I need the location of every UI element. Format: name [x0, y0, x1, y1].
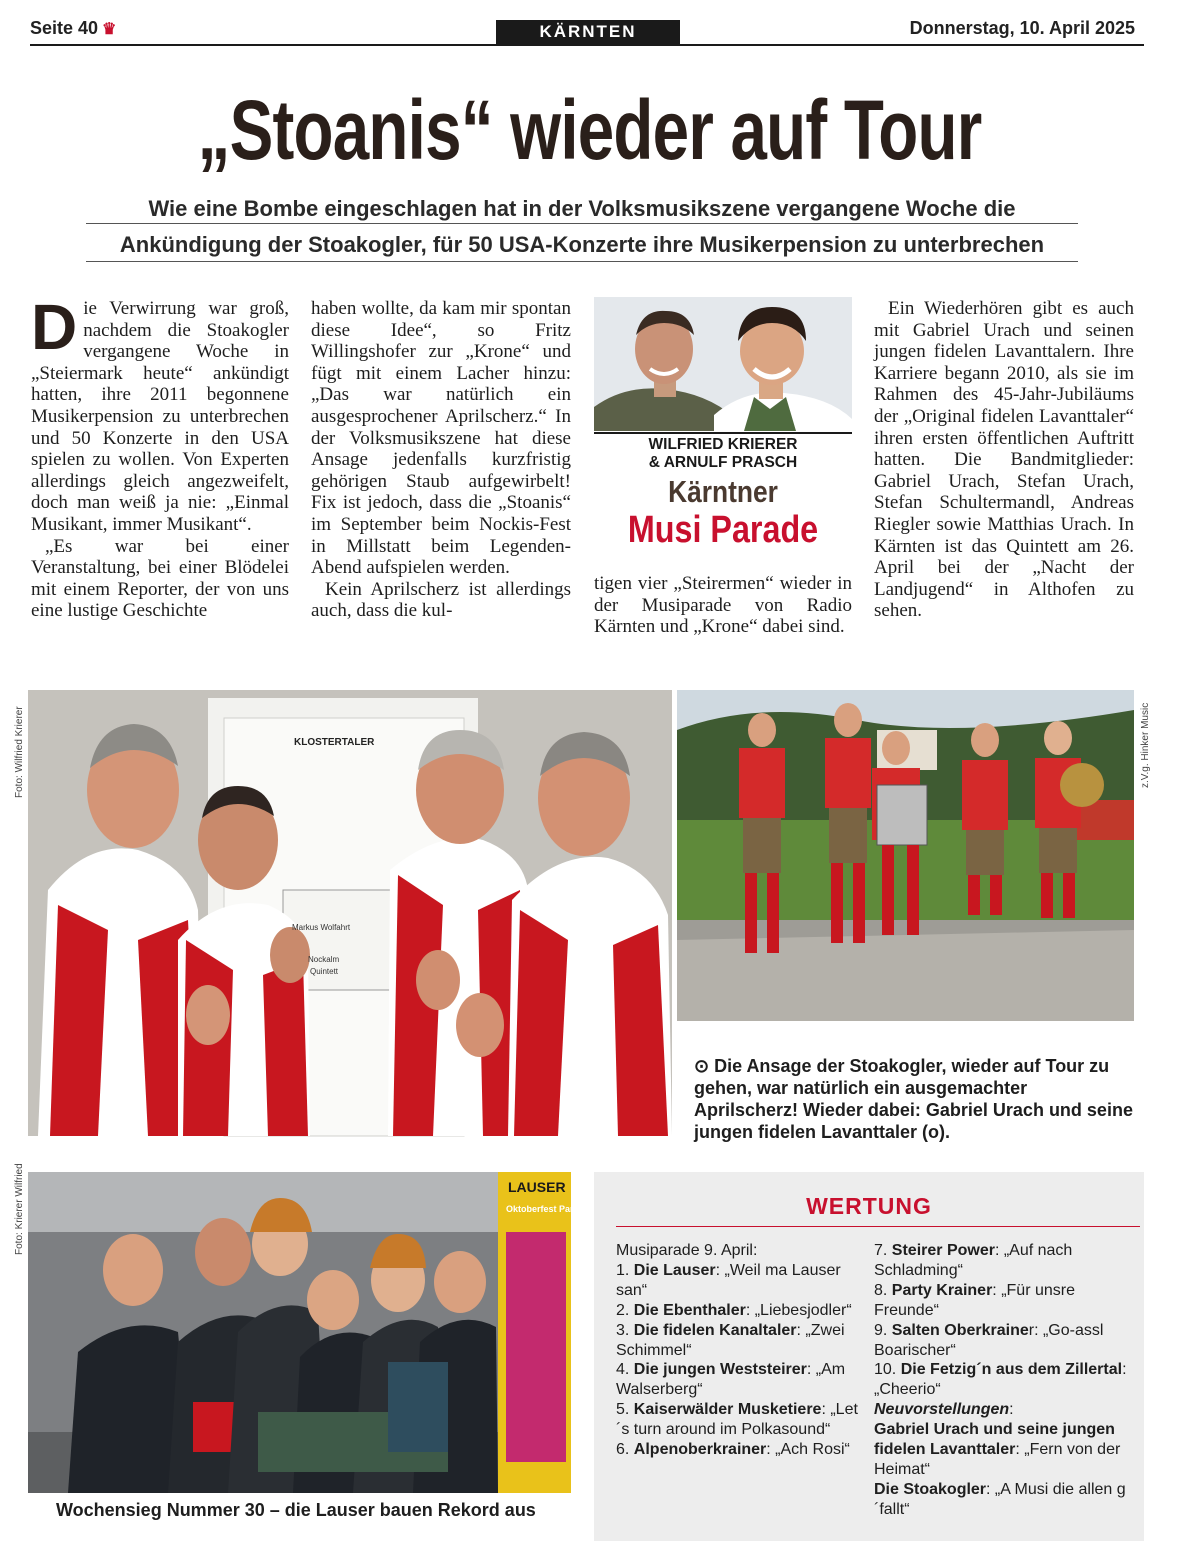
ranking-item: 6. Alpenoberkrainer: „Ach Rosi“: [616, 1441, 850, 1459]
ranking-item: 7. Steirer Power: „Auf nach Schladming“: [874, 1242, 1073, 1279]
host-name-line: WILFRIED KRIERER: [648, 436, 798, 453]
photo-lauser: [28, 1172, 582, 1493]
article-paragraph: ie Verwirrung war groß, nachdem die Stoakogler vergangene Woche in „Steiermark heute“ ankündigt hatten, ihre 2011 begonnene Musikerpension zu unterbrechen und 50 Konzerte in den USA spielen zu wollen. Von Experten allerdings gleich angezweifelt, doch man weiß ja nie: „Einmal Musikant, immer Musikant“.: [31, 298, 289, 535]
ranking-item: 2. Die Ebenthaler: „Liebesjodler“: [616, 1301, 852, 1319]
wertung-title: WERTUNG: [806, 1193, 932, 1219]
host-names: [594, 436, 852, 472]
photo-caption: [694, 1055, 1134, 1143]
page-number: Seite 40 ♛: [30, 18, 117, 38]
sign-band-2: Quintett: [310, 967, 339, 976]
sign-klostertaler: KLOSTERTALER: [294, 737, 375, 748]
subhead-line-1: Wie eine Bombe eingeschlagen hat in der Volksmusikszene vergangene Woche die: [148, 196, 1016, 221]
ranking-item: 5. Kaiserwälder Musketiere: „Let´s turn around im Polkasound“: [616, 1401, 858, 1439]
sign-name: Markus Wolfahrt: [292, 923, 351, 932]
header-rule: [30, 44, 1144, 46]
box-rule: [594, 432, 852, 434]
section-tag: KÄRNTEN: [496, 20, 680, 44]
article-column-4: [874, 298, 1134, 622]
caption-text: Die Ansage der Stoakogler, wieder auf Tour zu gehen, war natürlich ein ausgemachter Aprilscherz! Wieder dabei: Gabriel Urach und seine jungen fidelen Lavanttaler (o).: [694, 1056, 1133, 1142]
photo-credit: Foto: Krierer Wilfried: [14, 1163, 25, 1255]
article-paragraph: haben wollte, da kam mir spontan diese Idee“, so Fritz Willingshofer zur „Krone“ und fügt mit einem Lacher hinzu: „Das war natürlich ein ausgesprochener Aprilscherz.“ In der Volksmusikszene hat diese Ansage jedenfalls kurzfristig gehörigen Staub aufgewirbelt! Fix ist jedoch, dass die „Stoanis“ im September beim Nockis-Fest in Millstatt beim Legenden-Abend aufspielen werden.: [311, 298, 571, 579]
subhead-rule: [86, 223, 1078, 224]
article-column-3: [594, 573, 852, 638]
lauser-illustration: [28, 1172, 582, 1493]
crown-icon: ♛: [102, 21, 117, 38]
photo-stoakogler: [28, 690, 672, 1136]
new-entry: Gabriel Urach und seine jungen fidelen Lavanttaler: „Fern von der Heimat“: [874, 1421, 1121, 1478]
brand-kaerntner: Kärntner: [668, 474, 778, 509]
poster-subtitle: Oktoberfest Party: [506, 1204, 582, 1214]
new-entry: Die Stoakogler: „A Musi die allen g´fallt“: [874, 1480, 1126, 1518]
sign-band-1: Nockalm: [308, 955, 340, 964]
article-paragraph: Ein Wiederhören gibt es auch mit Gabriel Urach und seinen jungen fidelen Lavanttalern. Ihre Karriere begann 2010, als sie im Rahmen des 45-Jahr-Jubiläums der „Original fidelen Lavanttaler“ ihren ersten öffentlichen Auftritt hatten. Die Bandmitglieder: Gabriel Urach, Stefan Urach, Stefan Schultermandl, Andreas Riegler sowie Matthias Urach. In Kärnten ist das Quintett am 26. April bei der „Nacht der Landjugend“ in Althofen zu sehen.: [874, 298, 1134, 622]
host-name-line: & ARNULF PRASCH: [648, 454, 798, 471]
new-entries-label: Neuvorstellungen:: [874, 1401, 1014, 1419]
subhead-line-2: Ankündigung der Stoakogler, für 50 USA-Konzerte ihre Musikerpension zu unterbrechen: [119, 232, 1045, 257]
wertung-list-left: [616, 1241, 862, 1460]
hosts-illustration: [594, 297, 852, 431]
wertung-list-right: [874, 1241, 1136, 1520]
ranking-item: 9. Salten Oberkrainer: „Go-assl Boarischer“: [874, 1321, 1104, 1359]
arrow-circle-icon: ⊙: [694, 1056, 715, 1076]
stoakogler-illustration: [28, 690, 672, 1136]
article-paragraph: Kein Aprilscherz ist allerdings auch, dass die kul-: [311, 578, 571, 622]
issue-date: Donnerstag, 10. April 2025: [909, 18, 1135, 38]
article-paragraph: „Es war bei einer Veranstaltung, bei einer Blödelei mit einem Reporter, der von uns eine lustige Geschichte: [31, 535, 289, 622]
ranking-item: 1. Die Lauser: „Weil ma Lauser san“: [616, 1261, 841, 1299]
wertung-intro: Musiparade 9. April:: [616, 1242, 758, 1259]
lavanttaler-illustration: [677, 690, 1134, 1021]
poster-title: LAUSER: [508, 1179, 566, 1195]
lauser-caption: Wochensieg Nummer 30 – die Lauser bauen Rekord aus: [56, 1500, 536, 1520]
article-column-1: [31, 291, 289, 622]
brand-musi-parade: Musi Parade: [627, 509, 819, 551]
photo-credit: Foto: Wilfried Krierer: [14, 706, 25, 798]
ranking-item: 10. Die Fetzig´n aus dem Zillertal: „Cheerio“: [874, 1361, 1127, 1399]
ranking-item: 8. Party Krainer: „Für unsre Freunde“: [874, 1281, 1075, 1319]
photo-credit: z.V.g. Hinker Music: [1140, 702, 1151, 788]
article-column-2: [311, 298, 571, 622]
wertung-rule: [616, 1226, 1140, 1227]
ranking-item: 3. Die fidelen Kanaltaler: „Zwei Schimmel“: [616, 1321, 845, 1359]
drop-cap: D: [31, 291, 78, 363]
subhead-rule-bottom: [86, 261, 1078, 262]
hosts-photo: [594, 297, 852, 431]
photo-lavanttaler: [677, 690, 1134, 1021]
article-paragraph: tigen vier „Steirermen“ wieder in der Musiparade von Radio Kärnten und „Krone“ dabei sind.: [594, 573, 852, 638]
headline: „Stoanis“ wieder auf Tour: [197, 83, 982, 177]
ranking-item: 4. Die jungen Weststeirer: „Am Walserberg“: [616, 1361, 846, 1399]
